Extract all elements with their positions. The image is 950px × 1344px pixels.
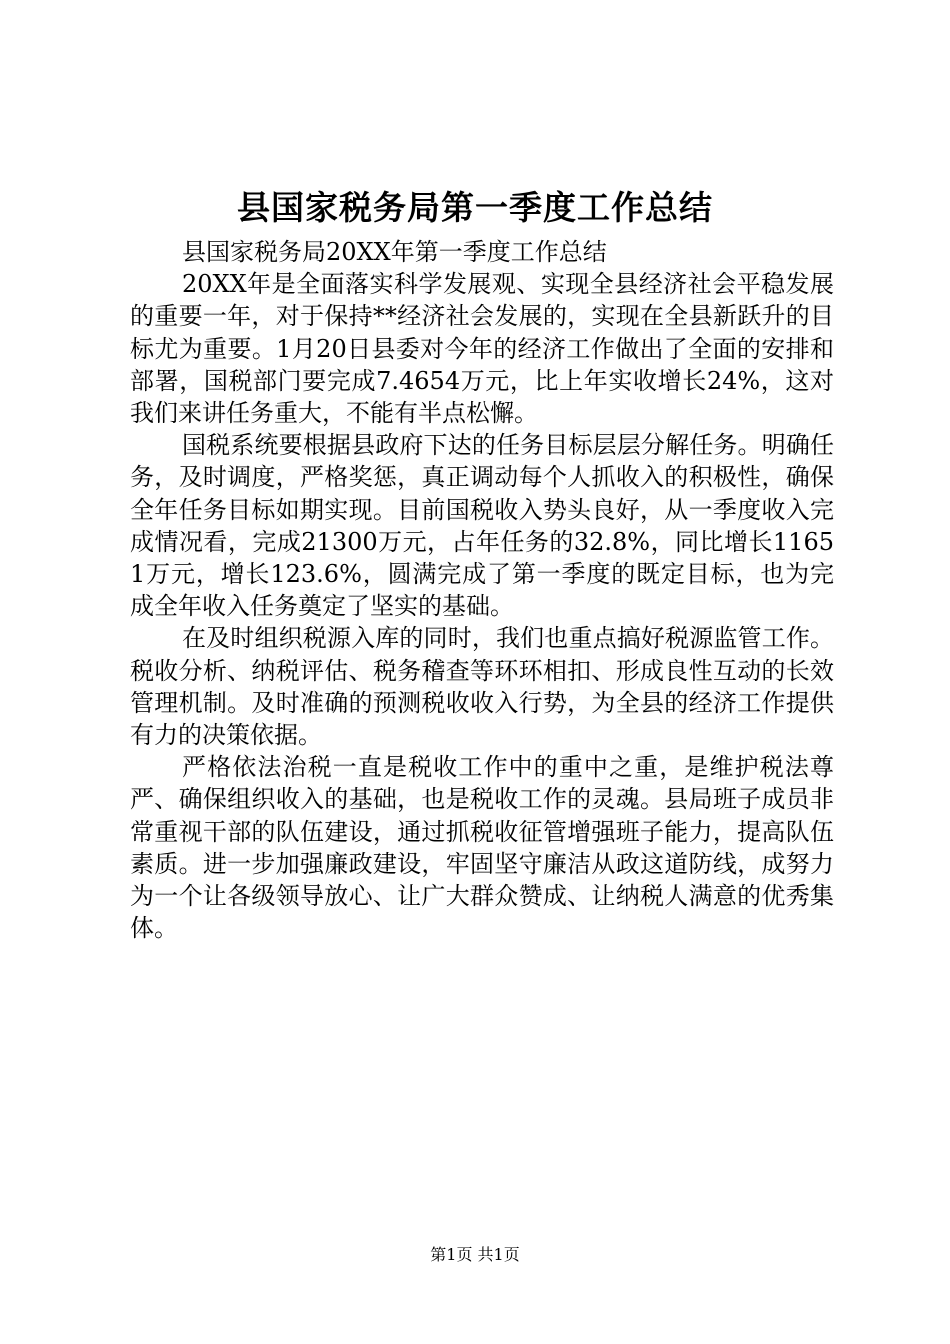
body-paragraph-4: 严格依法治税一直是税收工作中的重中之重，是维护税法尊严、确保组织收入的基础，也是税收工作的灵魂。县局班子成员非常重视干部的队伍建设，通过抓税收征管增强班子能力，提高队伍素质。进一步加强廉政建设，牢固坚守廉洁从政这道防线，成努力为一个让各级领导放心、让广大群众赞成、让纳税人满意的优秀集体。 [130, 753, 834, 943]
body-paragraph-3: 在及时组织税源入库的同时，我们也重点搞好税源监管工作。税收分析、纳税评估、税务稽查等环环相扣、形成良性互动的长效管理机制。及时准确的预测税收收入行势，为全县的经济工作提供有力的决策依据。 [130, 624, 834, 750]
body-paragraph-1: 20XX年是全面落实科学发展观、实现全县经济社会平稳发展的重要一年，对于保持**经济社会发展的，实现在全县新跃升的目标尤为重要。1月20日县委对今年的经济工作做出了全面的安排和部署，国税部门要完成7.4654万元，比上年实收增长24%，这对我们来讲任务重大，不能有半点松懈。 [130, 270, 834, 428]
document-title: 县国家税务局第一季度工作总结 [237, 188, 713, 227]
body-paragraph-2: 国税系统要根据县政府下达的任务目标层层分解任务。明确任务，及时调度，严格奖惩，真正调动每个人抓收入的积极性，确保全年任务目标如期实现。目前国税收入势头良好，从一季度收入完成情况看，完成21300万元，占年任务的32.8%，同比增长11651万元，增长123.6%，圆满完成了第一季度的既定目标，也为完成全年收入任务奠定了坚实的基础。 [130, 431, 834, 621]
subtitle-paragraph: 县国家税务局20XX年第一季度工作总结 [182, 238, 607, 266]
document-body [130, 236, 834, 944]
page-footer: 第1页 共1页 [430, 1245, 520, 1264]
